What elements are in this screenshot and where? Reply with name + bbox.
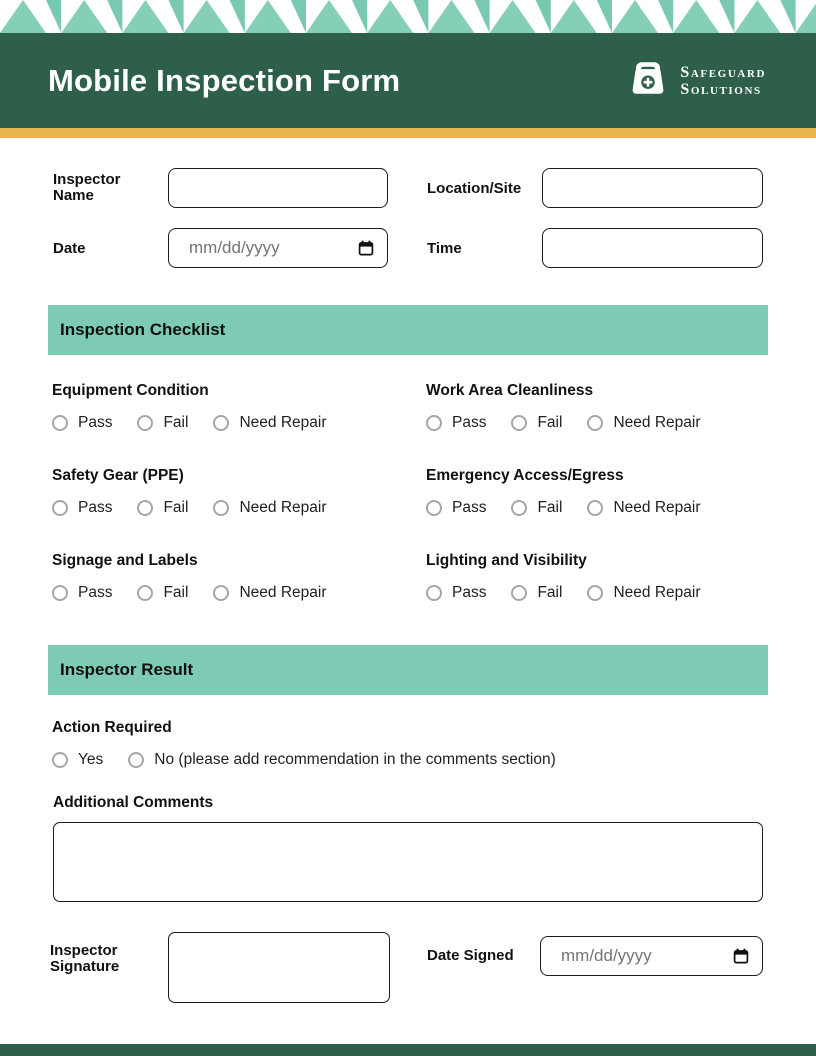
first-aid-kit-icon [627,57,669,104]
radio-option-label: Pass [452,414,487,431]
inspector-signature-label: Inspector Signature [50,942,120,975]
radio-group [52,751,752,769]
radio-icon[interactable] [52,500,68,516]
radio-option-fail[interactable] [511,499,562,517]
radio-option-yes[interactable] [52,751,103,769]
inspector-result-section-header [48,645,768,695]
radio-option-label: Need Repair [613,584,701,601]
radio-option-no[interactable] [128,751,555,769]
inspection-checklist-section-header [48,305,768,355]
radio-group [52,499,412,517]
radio-icon[interactable] [511,500,527,516]
radio-icon[interactable] [137,585,153,601]
radio-icon[interactable] [52,415,68,431]
radio-option-label: No (please add recommendation in the comments section) [154,751,556,768]
radio-option-label: Need Repair [239,414,327,431]
radio-group [426,584,786,602]
brand-name [680,64,766,98]
action-required-label: Action Required [52,719,172,736]
radio-option-need-repair[interactable] [587,414,700,432]
triangle-pattern-band [0,0,816,33]
radio-option-fail[interactable] [511,414,562,432]
radio-icon[interactable] [137,500,153,516]
date-input[interactable] [168,228,388,268]
checklist-item-equipment-condition [52,383,412,432]
radio-option-fail[interactable] [137,584,188,602]
radio-option-label: Pass [78,584,113,601]
checklist-item-label: Signage and Labels [52,552,198,569]
radio-icon[interactable] [426,585,442,601]
radio-option-pass[interactable] [52,499,112,517]
location-site-input[interactable] [542,168,763,208]
brand-logo [627,33,766,128]
radio-icon[interactable] [426,415,442,431]
radio-option-pass[interactable] [426,499,486,517]
date-signed-input[interactable] [540,936,763,976]
checklist-item-safety-gear-ppe [52,468,412,517]
location-site-label: Location/Site [427,180,522,197]
calendar-icon[interactable] [733,948,749,964]
date-label: Date [53,240,86,257]
checklist-item-label: Safety Gear (PPE) [52,467,184,484]
radio-group [52,584,412,602]
additional-comments-textarea[interactable] [53,822,763,902]
radio-icon[interactable] [587,415,603,431]
inspector-name-input[interactable] [168,168,388,208]
radio-icon[interactable] [587,585,603,601]
radio-icon[interactable] [52,585,68,601]
gold-accent-bar [0,128,816,138]
radio-option-label: Fail [537,499,563,516]
checklist-item-signage-and-labels [52,553,412,602]
radio-option-label: Fail [163,414,189,431]
radio-icon[interactable] [426,500,442,516]
checklist-item-label: Work Area Cleanliness [426,382,594,399]
radio-option-label: Need Repair [613,414,701,431]
radio-option-fail[interactable] [137,414,188,432]
radio-group [426,499,786,517]
brand-name-line1: Safeguard [680,63,766,81]
radio-group [426,414,786,432]
radio-option-need-repair[interactable] [587,584,700,602]
radio-option-pass[interactable] [52,584,112,602]
time-label: Time [427,240,462,257]
radio-option-pass[interactable] [426,414,486,432]
radio-option-need-repair[interactable] [213,499,326,517]
checklist-item-lighting-and-visibility [426,553,786,602]
radio-option-pass[interactable] [426,584,486,602]
radio-icon[interactable] [213,585,229,601]
checklist-item-work-area-cleanliness [426,383,786,432]
radio-option-need-repair[interactable] [213,584,326,602]
date-field [168,228,388,268]
section-title: Inspection Checklist [60,320,226,339]
radio-option-label: Fail [163,499,189,516]
date-signed-label: Date Signed [427,947,514,964]
radio-icon[interactable] [137,415,153,431]
radio-icon[interactable] [213,415,229,431]
radio-option-label: Fail [537,414,563,431]
inspector-signature-box[interactable] [168,932,390,1003]
radio-icon[interactable] [511,585,527,601]
radio-option-fail[interactable] [511,584,562,602]
checklist-item-emergency-access-egress [426,468,786,517]
section-title: Inspector Result [60,660,194,679]
checklist-item-label: Emergency Access/Egress [426,467,624,484]
brand-name-line2: Solutions [680,80,762,98]
inspector-name-label: Inspector Name [53,171,121,204]
radio-icon[interactable] [128,752,144,768]
radio-option-fail[interactable] [137,499,188,517]
radio-option-pass[interactable] [52,414,112,432]
action-required-item [52,720,752,769]
radio-icon[interactable] [511,415,527,431]
radio-option-label: Pass [452,584,487,601]
radio-icon[interactable] [587,500,603,516]
radio-option-need-repair[interactable] [587,499,700,517]
radio-option-need-repair[interactable] [213,414,326,432]
radio-option-label: Yes [78,751,104,768]
radio-option-label: Fail [537,584,563,601]
radio-option-label: Pass [452,499,487,516]
radio-icon[interactable] [213,500,229,516]
radio-group [52,414,412,432]
additional-comments-label: Additional Comments [53,794,214,811]
radio-option-label: Need Repair [239,499,327,516]
radio-option-label: Pass [78,499,113,516]
date-signed-field [540,936,763,976]
radio-icon[interactable] [52,752,68,768]
checklist-item-label: Equipment Condition [52,382,209,399]
page-title: Mobile Inspection Form [48,63,401,98]
radio-option-label: Need Repair [613,499,701,516]
time-input[interactable] [542,228,763,268]
page-header [0,33,816,128]
radio-option-label: Need Repair [239,584,327,601]
calendar-icon[interactable] [358,240,374,256]
checklist-item-label: Lighting and Visibility [426,552,587,569]
footer-bar [0,1044,816,1056]
radio-option-label: Fail [163,584,189,601]
radio-option-label: Pass [78,414,113,431]
